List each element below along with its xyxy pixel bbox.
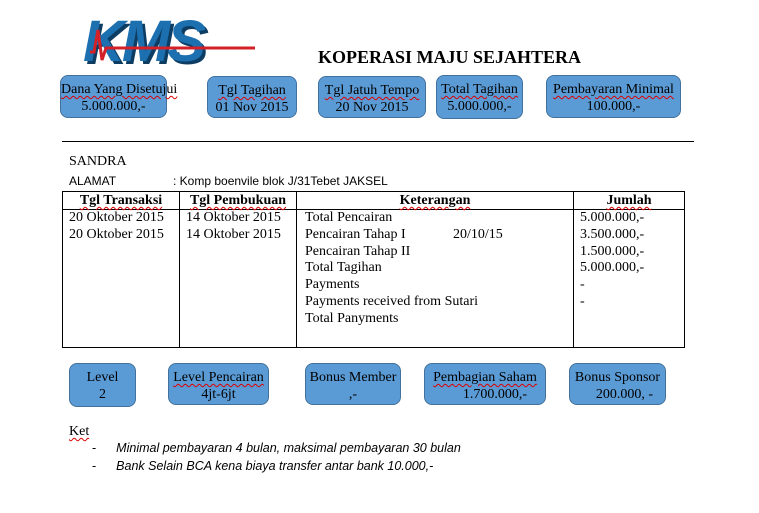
tgl-transaksi-cell: 20 Oktober 2015 <box>69 226 164 242</box>
bonus-sponsor: Bonus Sponsor 200.000, - <box>569 363 666 405</box>
keterangan-cell: Total Panyments <box>305 310 399 326</box>
keterangan-cell: Total Tagihan <box>305 260 382 276</box>
keterangan-cell: Pencairan Tahap I <box>305 226 406 242</box>
header-tgl-pembukuan: Tgl Pembukuan <box>189 193 287 208</box>
bonus-level: Level 2 <box>69 363 136 407</box>
notes-title: Ket <box>69 424 90 439</box>
note-item: - Minimal pembayaran 4 bulan, maksimal pembayaran 30 bulan <box>92 441 461 455</box>
keterangan-cell: Pencairan Tahap II <box>305 243 411 259</box>
keterangan-cell: Payments received from Sutari <box>305 293 479 309</box>
jumlah-cell: 5.000.000,- <box>580 210 645 225</box>
transaction-table <box>62 191 685 348</box>
kms-logo <box>80 12 255 70</box>
bonus-level-pencairan: Level Pencairan 4jt-6jt <box>168 363 269 405</box>
company-title: KOPERASI MAJU SEJAHTERA <box>318 47 582 67</box>
note-item: - Bank Selain BCA kena biaya transfer antar bank 10.000,- <box>92 459 434 473</box>
tgl-pembukuan-cell: 14 Oktober 2015 <box>186 210 281 225</box>
keterangan-cell: Payments <box>305 277 360 293</box>
tgl-transaksi-cell: 20 Oktober 2015 <box>69 210 164 225</box>
summary-dana-disetujui: Dana Yang Disetujui 5.000.000,- <box>60 75 167 118</box>
summary-pembayaran-minimal: Pembayaran Minimal 100.000,- <box>546 75 681 118</box>
svg-text:KMS: KMS <box>83 12 203 70</box>
jumlah-cell: 1.500.000,- <box>580 243 645 259</box>
jumlah-cell: - <box>580 293 585 309</box>
jumlah-cell: 5.000.000,- <box>580 260 645 276</box>
jumlah-cell: - <box>580 277 585 293</box>
jumlah-cell: 3.500.000,- <box>580 226 645 242</box>
header-keterangan: Keterangan <box>399 193 471 208</box>
address-value: : Komp boenvile blok J/31Tebet JAKSEL <box>173 174 388 188</box>
bonus-member: Bonus Member ,- <box>305 363 401 405</box>
customer-name: SANDRA <box>69 154 127 169</box>
divider <box>62 141 694 142</box>
summary-tgl-tagihan: Tgl Tagihan 01 Nov 2015 <box>207 76 297 118</box>
tgl-pembukuan-cell: 14 Oktober 2015 <box>186 226 281 242</box>
bonus-pembagian-saham: Pembagian Saham 1.700.000,- <box>424 363 546 405</box>
summary-total-tagihan: Total Tagihan 5.000.000,- <box>436 75 523 119</box>
keterangan-cell: Total Pencairan <box>305 210 393 225</box>
header-jumlah: Jumlah <box>606 193 652 208</box>
header-tgl-transaksi: Tgl Transaksi <box>79 193 163 208</box>
keterangan-date: 20/10/15 <box>453 226 503 242</box>
address-label: ALAMAT <box>69 174 117 188</box>
summary-tgl-jatuh-tempo: Tgl Jatuh Tempo 20 Nov 2015 <box>318 76 426 118</box>
